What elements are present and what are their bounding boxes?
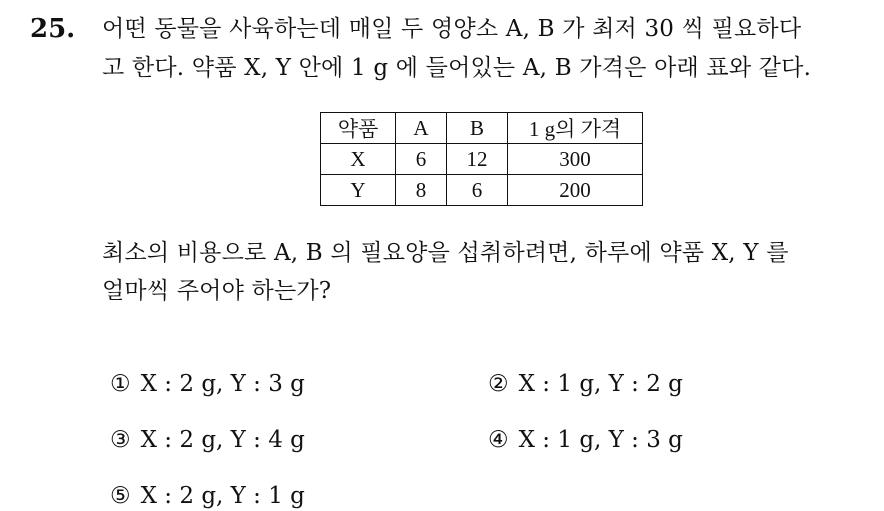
choice-number-3: ③ [110, 427, 131, 453]
table-cell: 8 [396, 175, 447, 206]
question-text-line-2: 고 한다. 약품 X, Y 안에 1 g 에 들어있는 A, B 가격은 아래 표와 같다. [102, 55, 812, 81]
table-cell: X [321, 144, 396, 175]
choice-number-2: ② [488, 371, 509, 397]
answer-choice-4[interactable] [488, 425, 683, 455]
table-header-cell: A [396, 113, 447, 144]
table-header-row [321, 113, 643, 144]
choice-text-4: X : 1 g, Y : 3 g [518, 427, 683, 453]
choice-text-5: X : 2 g, Y : 1 g [140, 483, 305, 509]
choice-text-1: X : 2 g, Y : 3 g [140, 371, 305, 397]
table-header-cell: 약품 [321, 113, 396, 144]
table-header-cell: B [447, 113, 508, 144]
table-cell: Y [321, 175, 396, 206]
table-cell: 200 [508, 175, 643, 206]
choice-text-3: X : 2 g, Y : 4 g [140, 427, 305, 453]
question-text-line-3: 최소의 비용으로 A, B 의 필요양을 섭취하려면, 하루에 약품 X, Y 를 [102, 240, 789, 266]
price-table [320, 112, 643, 206]
choice-number-1: ① [110, 371, 131, 397]
table-header-cell: 1 g의 가격 [508, 113, 643, 144]
answer-choice-2[interactable] [488, 369, 683, 399]
table-row [321, 144, 643, 175]
question-number: 25. [30, 14, 76, 44]
table-cell: 6 [447, 175, 508, 206]
question-text-line-4: 얼마씩 주어야 하는가? [102, 278, 332, 304]
answer-choice-1[interactable] [110, 369, 305, 399]
table-cell: 300 [508, 144, 643, 175]
answer-choice-5[interactable] [110, 481, 305, 511]
table-row [321, 175, 643, 206]
table-cell: 6 [396, 144, 447, 175]
answer-choice-3[interactable] [110, 425, 305, 455]
question-text-line-1: 어떤 동물을 사육하는데 매일 두 영양소 A, B 가 최저 30 씩 필요하다 [102, 16, 802, 42]
table-cell: 12 [447, 144, 508, 175]
choice-number-4: ④ [488, 427, 509, 453]
choice-text-2: X : 1 g, Y : 2 g [518, 371, 683, 397]
choice-number-5: ⑤ [110, 483, 131, 509]
